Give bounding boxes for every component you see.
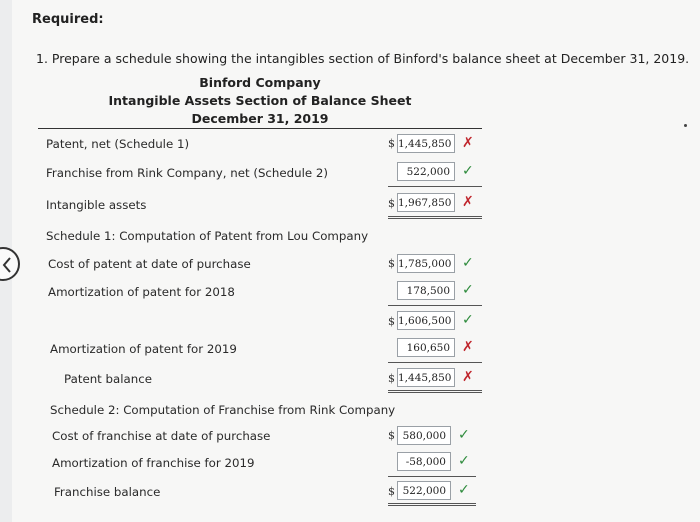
schedule2-title: Schedule 2: Computation of Franchise from Rink Company (50, 403, 396, 417)
incorrect-icon: ✗ (462, 369, 474, 385)
total-double-underline (388, 390, 482, 393)
correct-icon: ✓ (458, 453, 470, 469)
dollar-sign: $ (388, 197, 395, 210)
franchise-amort-2019-label: Amortization of franchise for 2019 (52, 456, 255, 470)
franchise-balance-input[interactable]: 522,000 (397, 481, 451, 500)
patent-amort-2019-input[interactable]: 160,650 (397, 338, 455, 357)
schedule1-title: Schedule 1: Computation of Patent from Lou Company (46, 229, 369, 243)
incorrect-icon: ✗ (462, 339, 474, 355)
incorrect-icon: ✗ (462, 135, 474, 151)
patent-cost-input[interactable]: 1,785,000 (397, 254, 455, 273)
dollar-sign: $ (388, 485, 395, 498)
subtotal-underline (388, 186, 482, 187)
stray-dot (684, 124, 687, 127)
patent-amort-2018-label: Amortization of patent for 2018 (48, 285, 235, 299)
total-double-underline (388, 216, 482, 219)
franchise-amort-2019-input[interactable]: -58,000 (397, 452, 451, 471)
patent-subtotal-input[interactable]: 1,606,500 (397, 311, 455, 330)
dollar-sign: $ (388, 257, 395, 270)
schedule-date: December 31, 2019 (191, 111, 329, 126)
intangible-assets-label: Intangible assets (46, 198, 147, 212)
franchise-balance-label: Franchise balance (54, 485, 161, 499)
correct-icon: ✓ (462, 163, 474, 179)
correct-icon: ✓ (462, 282, 474, 298)
intangible-assets-input[interactable]: 1,967,850 (397, 193, 455, 212)
patent-amort-2019-label: Amortization of patent for 2019 (50, 342, 237, 356)
franchise-net-label: Franchise from Rink Company, net (Schedule 2) (46, 166, 329, 180)
correct-icon: ✓ (462, 312, 474, 328)
dollar-sign: $ (388, 429, 395, 442)
correct-icon: ✓ (458, 427, 470, 443)
company-name: Binford Company (199, 75, 321, 90)
franchise-net-input[interactable]: 522,000 (397, 162, 455, 181)
patent-net-input[interactable]: 1,445,850 (397, 134, 455, 153)
patent-balance-input[interactable]: 1,445,850 (397, 368, 455, 387)
correct-icon: ✓ (458, 482, 470, 498)
subtotal-underline (388, 476, 476, 477)
dollar-sign: $ (388, 137, 395, 150)
subtotal-underline (388, 362, 482, 363)
patent-amort-2018-input[interactable]: 178,500 (397, 281, 455, 300)
incorrect-icon: ✗ (462, 194, 474, 210)
schedule-title: Intangible Assets Section of Balance Sheet (108, 93, 412, 108)
patent-cost-label: Cost of patent at date of purchase (48, 257, 251, 271)
dollar-sign: $ (388, 315, 395, 328)
dollar-sign: $ (388, 372, 395, 385)
header-rule (38, 128, 482, 129)
total-double-underline (388, 503, 476, 506)
correct-icon: ✓ (462, 255, 474, 271)
patent-balance-label: Patent balance (64, 372, 152, 386)
subtotal-underline (388, 305, 482, 306)
question-text: 1. Prepare a schedule showing the intangibles section of Binford's balance sheet at December 31, 2019. (36, 51, 690, 66)
franchise-cost-label: Cost of franchise at date of purchase (52, 429, 271, 443)
chevron-left-icon (2, 257, 12, 273)
required-heading: Required: (32, 12, 104, 27)
patent-net-label: Patent, net (Schedule 1) (46, 137, 190, 151)
franchise-cost-input[interactable]: 580,000 (397, 426, 451, 445)
